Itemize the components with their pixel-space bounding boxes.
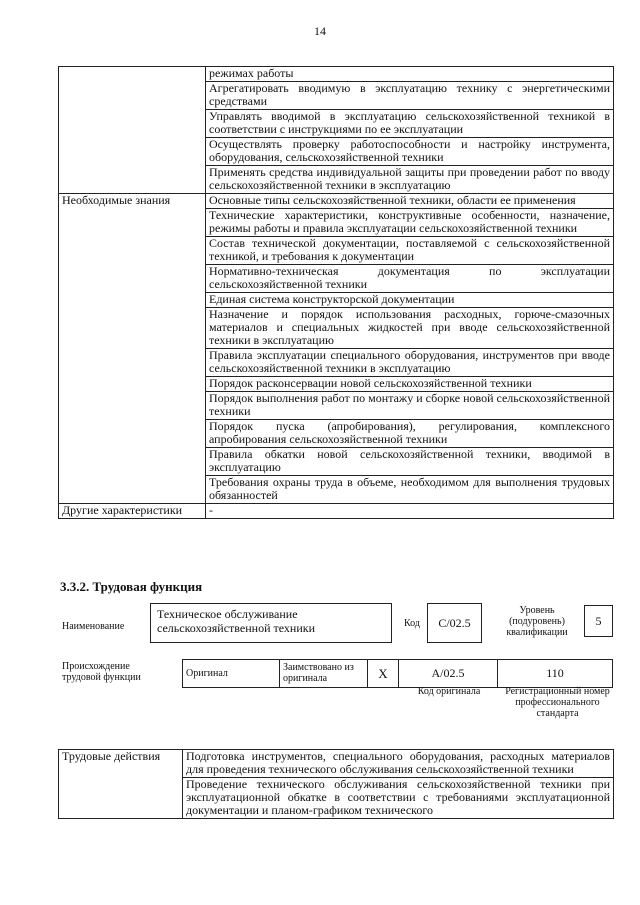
table-row	[59, 67, 614, 82]
registration-caption: Регистрационный номер профессионального стандарта	[505, 686, 610, 719]
page-number: 14	[314, 24, 326, 38]
code-value: C/02.5	[438, 616, 471, 630]
requirement-item: Порядок расконсервации новой сельскохозяйственной техники	[206, 377, 614, 392]
origin-value: Оригинал	[183, 660, 280, 688]
table-row	[59, 504, 614, 519]
borrowed-label: Заимствовано из оригинала	[280, 660, 368, 688]
name-label: Наименование	[62, 621, 125, 632]
row-label: Необходимые знания	[59, 194, 206, 504]
requirements-table	[58, 66, 614, 519]
row-label: Трудовые действия	[59, 750, 183, 819]
requirement-item: Осуществлять проверку работоспособности и настройку инструмента, оборудования, сельскохозяйственной техники	[206, 138, 614, 166]
origin-table	[182, 659, 613, 688]
requirement-item: Состав технической документации, поставляемой с сельскохозяйственной техникой, и требования к документации	[206, 237, 614, 265]
registration-number: 110	[498, 660, 613, 688]
requirement-item: Правила эксплуатации специального оборудования, инструментов при вводе сельскохозяйственной техники в эксплуатацию	[206, 349, 614, 377]
requirement-item: Основные типы сельскохозяйственной техники, области ее применения	[206, 194, 614, 209]
level-value: 5	[595, 614, 602, 628]
labor-action-item: Подготовка инструментов, специального оборудования, расходных материалов для проведения технического обслуживания сельскохозяйственной техники	[183, 750, 614, 778]
code-label: Код	[404, 618, 420, 629]
requirement-item: Требования охраны труда в объеме, необходимом для выполнения трудовых обязанностей	[206, 476, 614, 504]
function-name-box	[150, 603, 392, 643]
table-row	[59, 750, 614, 778]
row-label: Другие характеристики	[59, 504, 206, 519]
labor-actions-table	[58, 749, 614, 819]
origin-label: Происхождение трудовой функции	[62, 661, 141, 683]
original-code: A/02.5	[399, 660, 498, 688]
requirement-item: Порядок пуска (апробирования), регулирования, комплексного апробирования сельскохозяйственной техники	[206, 420, 614, 448]
table-row	[59, 194, 614, 209]
borrowed-mark: X	[368, 660, 399, 688]
code-box	[427, 603, 482, 643]
level-box	[584, 605, 613, 637]
requirement-item: Нормативно-техническая документация по эксплуатации сельскохозяйственной техники	[206, 265, 614, 293]
requirement-item: режимах работы	[206, 67, 614, 82]
requirement-item: -	[206, 504, 614, 519]
requirement-item: Единая система конструкторской документации	[206, 293, 614, 308]
requirement-item: Агрегатировать вводимую в эксплуатацию технику с энергетическими средствами	[206, 82, 614, 110]
original-code-caption: Код оригинала	[417, 686, 481, 697]
requirement-item: Управлять вводимой в эксплуатацию сельскохозяйственной техникой в соответствии с инструкциями по ее эксплуатации	[206, 110, 614, 138]
section-heading: 3.3.2. Трудовая функция	[60, 579, 203, 594]
requirement-item: Применять средства индивидуальной защиты при проведении работ по вводу сельскохозяйственной техники в эксплуатацию	[206, 166, 614, 194]
requirement-item: Назначение и порядок использования расходных, горюче-смазочных материалов и специальных жидкостей при вводе сельскохозяйственной техники в эксплуатацию	[206, 308, 614, 349]
requirement-item: Технические характеристики, конструктивные особенности, назначение, режимы работы и правила эксплуатации сельскохозяйственной техники	[206, 209, 614, 237]
requirement-item: Порядок выполнения работ по монтажу и сборке новой сельскохозяйственной техники	[206, 392, 614, 420]
requirement-item: Правила обкатки новой сельскохозяйственной техники, вводимой в эксплуатацию	[206, 448, 614, 476]
row-label	[59, 67, 206, 194]
level-label: Уровень (подуровень) квалификации	[506, 605, 568, 638]
function-name: Техническое обслуживание сельскохозяйственной техники	[157, 607, 315, 635]
labor-action-item: Проведение технического обслуживания сельскохозяйственной техники при эксплуатационной обкатке в соответствии с требованиями эксплуатационной документации и планом-графиком технического	[183, 778, 614, 819]
